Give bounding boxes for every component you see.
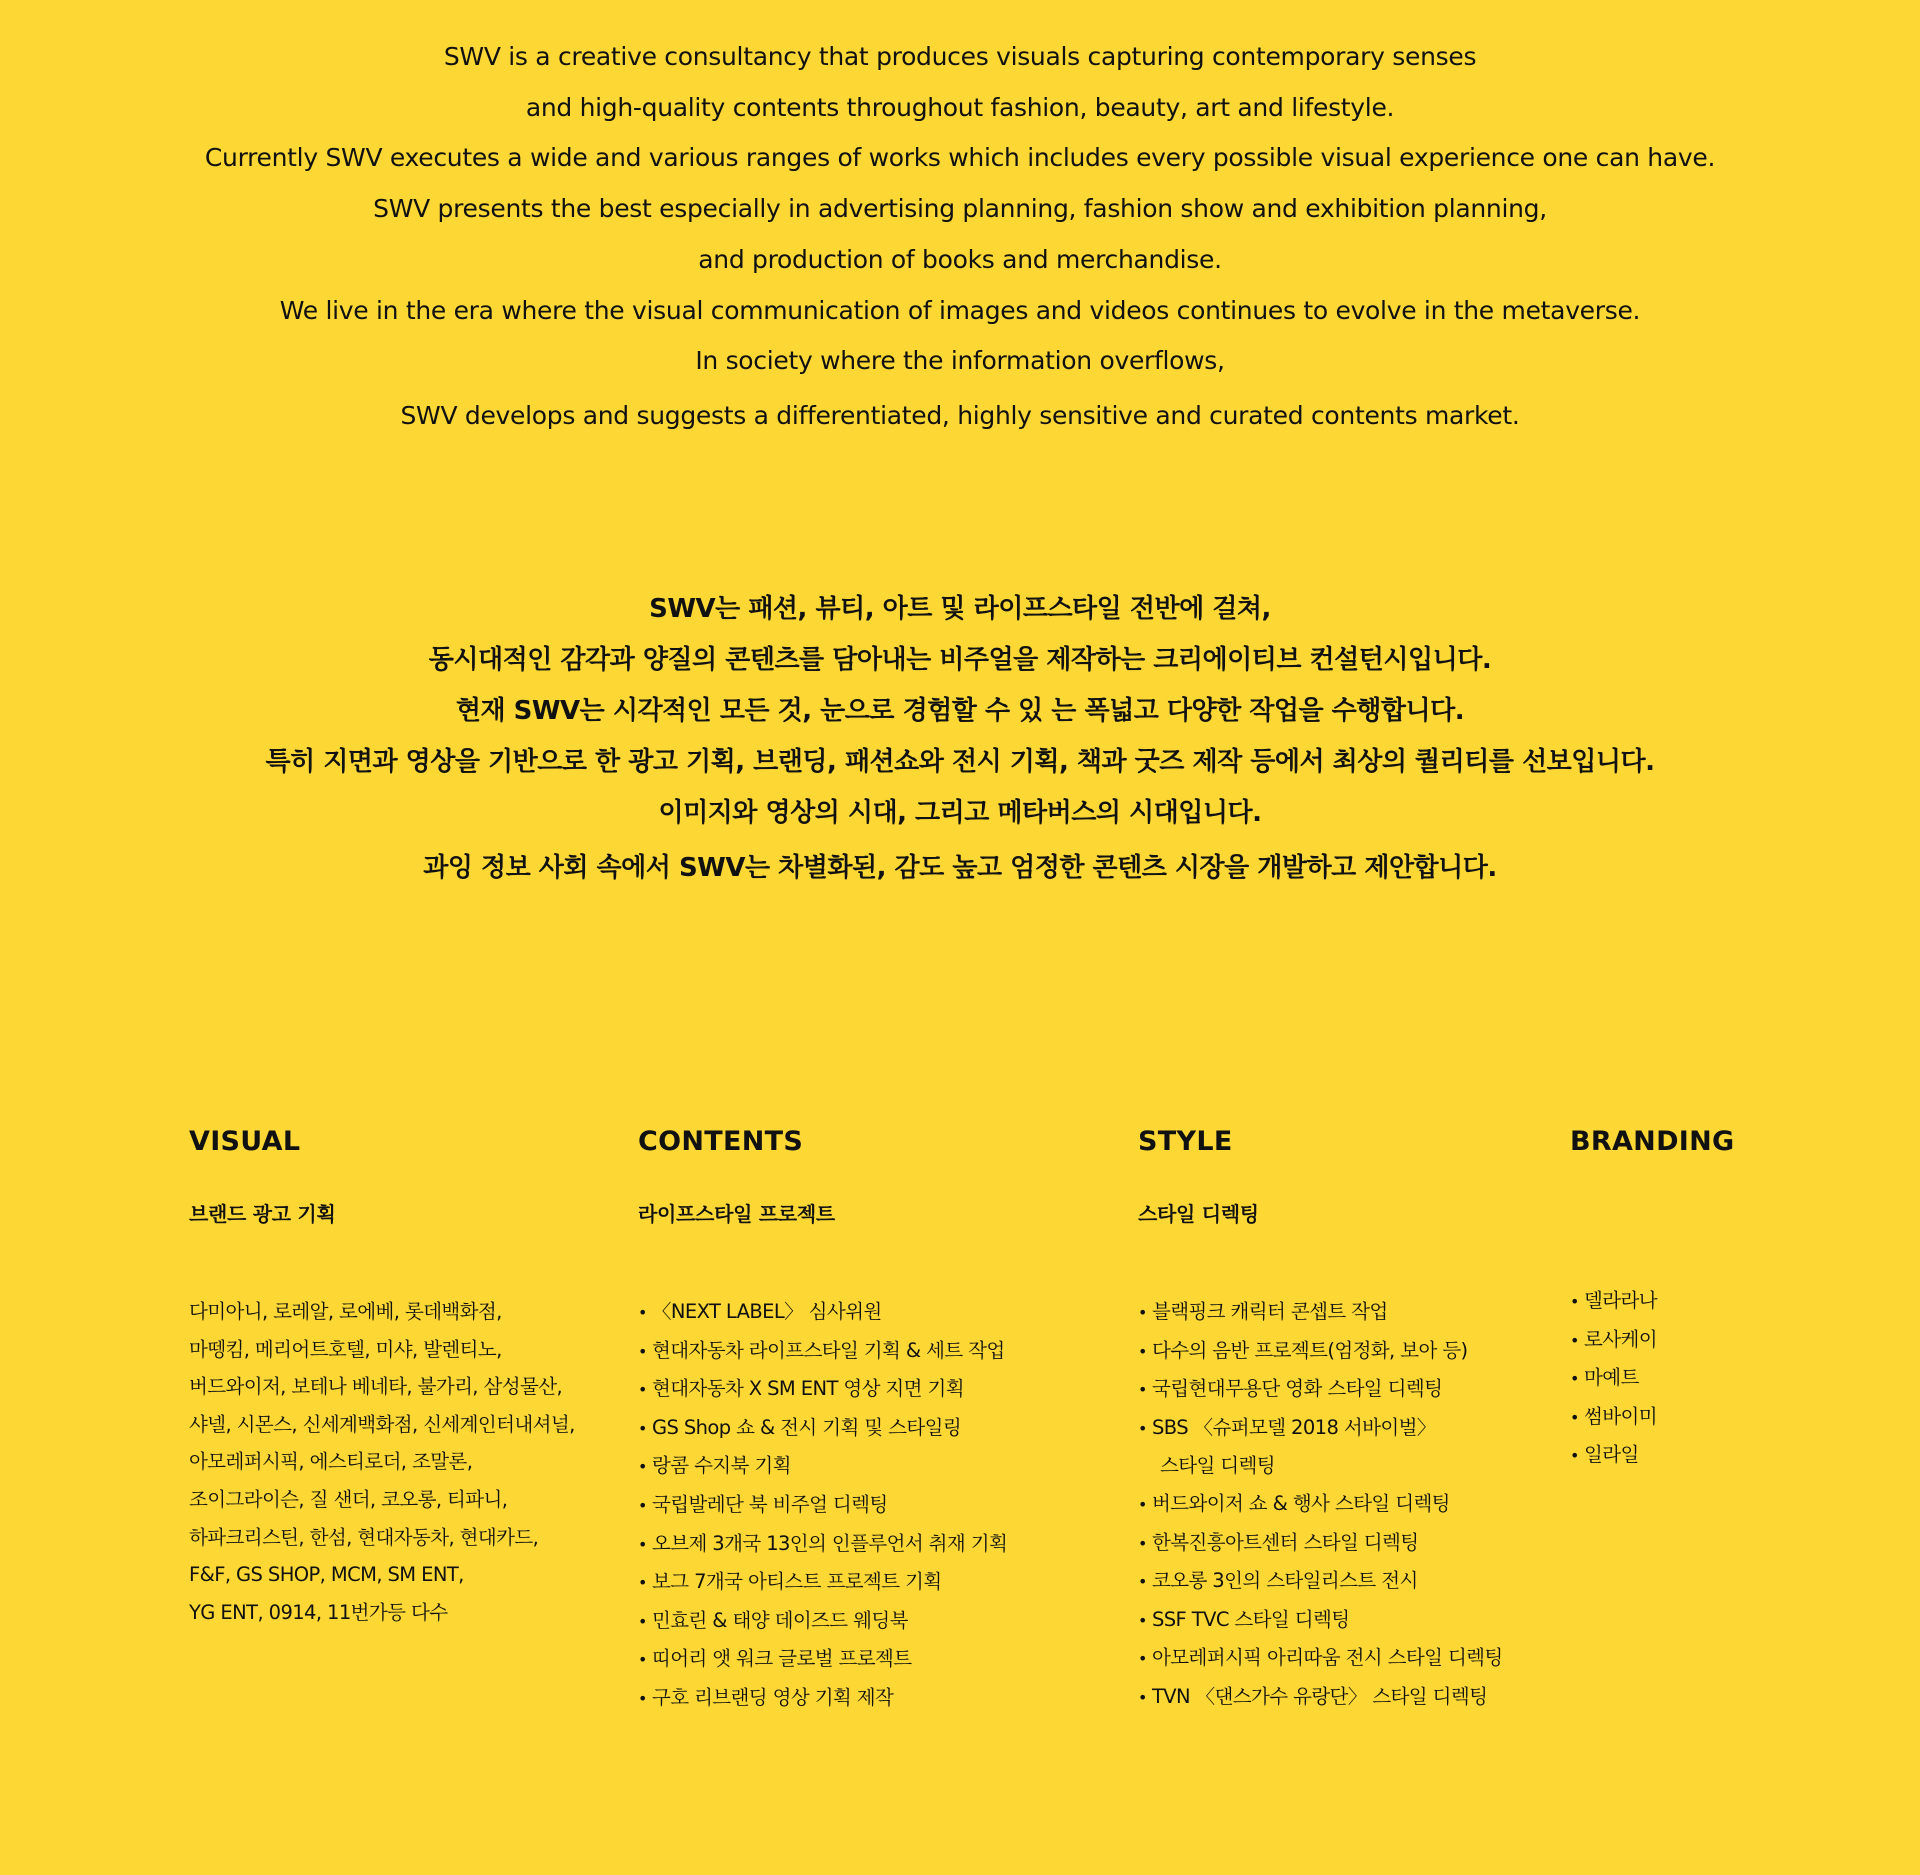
list-item: • 코오롱 3인의 스타일리스트 전시: [1138, 1562, 1503, 1601]
contents-subheading: 라이프스타일 프로젝트: [638, 1202, 835, 1226]
list-item: • 〈NEXT LABEL〉 심사위원: [638, 1293, 1007, 1332]
intro-ko-line: 과잉 정보 사회 속에서 SWV는 차별화된, 감도 높고 엄정한 콘텐츠 시장을 개발하고 제안합니다.: [423, 853, 1497, 883]
list-item: • 구호 리브랜딩 영상 기획 제작: [638, 1679, 1007, 1718]
intro-korean: [0, 584, 1920, 894]
list-item: • 오브제 3개국 13인의 인플루언서 취재 기획: [638, 1525, 1007, 1564]
visual-client-list: [189, 1293, 575, 1631]
list-item: • SSF TVC 스타일 디렉팅: [1138, 1601, 1503, 1640]
visual-heading: VISUAL: [189, 1126, 301, 1157]
list-item: • 띠어리 앳 워크 글로벌 프로젝트: [638, 1640, 1007, 1679]
visual-client-line: 다미아니, 로레알, 로에베, 롯데백화점,: [189, 1300, 502, 1323]
bullet-icon: •: [638, 1611, 647, 1631]
bullet-icon: •: [638, 1688, 647, 1708]
visual-client-line: 아모레퍼시픽, 에스티로더, 조말론,: [189, 1450, 473, 1474]
intro-english: [0, 32, 1920, 442]
bullet-icon: •: [638, 1573, 647, 1593]
list-item: • 아모레퍼시픽 아리따움 전시 스타일 디렉팅: [1138, 1639, 1503, 1678]
bullet-icon: •: [1570, 1407, 1579, 1427]
list-item: • 다수의 음반 프로젝트(엄정화, 보아 등): [1138, 1332, 1503, 1371]
bullet-icon: •: [638, 1534, 647, 1554]
bullet-icon: •: [638, 1341, 647, 1361]
bullet-icon: •: [1570, 1446, 1579, 1466]
bullet-icon: •: [1570, 1292, 1579, 1311]
list-item: • 국립발레단 북 비주얼 디렉팅: [638, 1486, 1007, 1525]
list-item: • 썸바이미: [1570, 1398, 1657, 1437]
list-item-continuation: 스타일 디렉팅: [1160, 1454, 1276, 1478]
list-item: • 국립현대무용단 영화 스타일 디렉팅: [1138, 1370, 1503, 1409]
branding-heading: BRANDING: [1570, 1126, 1735, 1157]
visual-client-line: 하파크리스틴, 한섬, 현대자동차, 현대카드,: [189, 1525, 539, 1549]
style-heading: STYLE: [1138, 1126, 1233, 1157]
list-item: • 랑콤 수지북 기획: [638, 1447, 1007, 1486]
style-subheading: 스타일 디렉팅: [1138, 1202, 1259, 1226]
intro-en-line: SWV presents the best especially in advertising planning, fashion show and exhibition planning,: [373, 194, 1547, 224]
list-item: • 로사케이: [1570, 1321, 1657, 1360]
intro-ko-line: 이미지와 영상의 시대, 그리고 메타버스의 시대입니다.: [658, 798, 1262, 828]
bullet-icon: •: [638, 1418, 647, 1438]
intro-en-line: We live in the era where the visual communication of images and videos continues to evolve in the metaverse.: [279, 295, 1641, 325]
list-item: • 민효린 & 태양 데이즈드 웨딩북: [638, 1602, 1007, 1641]
list-item: • GS Shop 쇼 & 전시 기획 및 스타일링: [638, 1409, 1007, 1448]
bullet-icon: •: [638, 1303, 647, 1322]
bullet-icon: •: [1138, 1303, 1147, 1322]
bullet-icon: •: [1138, 1341, 1147, 1361]
bullet-icon: •: [1138, 1380, 1147, 1400]
intro-ko-line: 동시대적인 감각과 양질의 콘텐츠를 담아내는 비주얼을 제작하는 크리에이티브 컨설턴시입니다.: [428, 645, 1492, 675]
list-item: • 현대자동차 X SM ENT 영상 지면 기획: [638, 1370, 1007, 1409]
visual-client-line: YG ENT, 0914, 11번가등 다수: [189, 1600, 448, 1624]
contents-project-list: [638, 1293, 1007, 1718]
bullet-icon: •: [1138, 1494, 1147, 1514]
intro-en-line: SWV develops and suggests a differentiated, highly sensitive and curated contents market.: [400, 400, 1520, 430]
bullet-icon: •: [1138, 1418, 1147, 1438]
branding-column: [1570, 1125, 1735, 1467]
contents-heading: CONTENTS: [638, 1126, 804, 1157]
bullet-icon: •: [1138, 1533, 1147, 1553]
intro-en-line: In society where the information overflows,: [695, 346, 1225, 376]
list-item: • 현대자동차 라이프스타일 기획 & 세트 작업: [638, 1332, 1007, 1371]
visual-client-line: F&F, GS SHOP, MCM, SM ENT,: [189, 1563, 464, 1587]
intro-ko-line: 특히 지면과 영상을 기반으로 한 광고 기획, 브랜딩, 패션쇼와 전시 기획, 책과 굿즈 제작 등에서 최상의 퀄리티를 선보입니다.: [265, 747, 1655, 777]
list-item: • 보그 7개국 아티스트 프로젝트 기획: [638, 1563, 1007, 1602]
bullet-icon: •: [1138, 1649, 1147, 1669]
list-item: • SBS 〈슈퍼모델 2018 서바이벌〉: [1138, 1409, 1503, 1448]
intro-ko-line: SWV는 패션, 뷰티, 아트 및 라이프스타일 전반에 걸쳐,: [649, 594, 1271, 624]
bullet-icon: •: [638, 1495, 647, 1515]
list-item: • 버드와이저 쇼 & 행사 스타일 디렉팅: [1138, 1485, 1503, 1524]
visual-client-line: 버드와이저, 보테나 베네타, 불가리, 삼성물산,: [189, 1375, 563, 1399]
list-item: • 일라일: [1570, 1436, 1657, 1475]
contents-column: [638, 1125, 1008, 1709]
visual-client-line: 마뗑킴, 메리어트호텔, 미샤, 발렌티노,: [189, 1337, 502, 1361]
list-item: • 블랙핑크 캐릭터 콘셉트 작업: [1138, 1293, 1503, 1332]
bullet-icon: •: [1138, 1610, 1147, 1630]
list-item: • TVN 〈댄스가수 유랑단〉 스타일 디렉팅: [1138, 1678, 1503, 1717]
branding-brand-list: [1570, 1282, 1657, 1475]
bullet-icon: •: [638, 1457, 647, 1477]
style-column: [1138, 1125, 1503, 1708]
bullet-icon: •: [1570, 1369, 1579, 1389]
intro-en-line: SWV is a creative consultancy that produces visuals capturing contemporary senses: [443, 42, 1477, 71]
bullet-icon: •: [638, 1380, 647, 1400]
bullet-icon: •: [1570, 1330, 1579, 1350]
visual-client-line: 조이그라이슨, 질 샌더, 코오롱, 티파니,: [189, 1487, 508, 1511]
intro-ko-line: 현재 SWV는 시각적인 모든 것, 눈으로 경험할 수 있 는 폭넓고 다양한 작업을 수행합니다.: [455, 696, 1465, 726]
list-item: • 마예트: [1570, 1359, 1657, 1398]
visual-column: [189, 1125, 575, 1624]
bullet-icon: •: [1138, 1572, 1147, 1592]
style-project-list: [1138, 1293, 1503, 1717]
bullet-icon: •: [638, 1650, 647, 1670]
intro-en-line: Currently SWV executes a wide and various ranges of works which includes every possible visual experience one can have.: [204, 143, 1716, 173]
visual-client-line: 샤넬, 시몬스, 신세계백화점, 신세계인터내셔널,: [189, 1412, 575, 1436]
visual-subheading: 브랜드 광고 기획: [189, 1202, 336, 1226]
bullet-icon: •: [1138, 1687, 1147, 1707]
list-item: • 델라라나: [1570, 1282, 1657, 1321]
list-item: • 한복진흥아트센터 스타일 디렉팅: [1138, 1524, 1503, 1563]
intro-en-line: and production of books and merchandise.: [698, 244, 1222, 274]
intro-en-line: and high-quality contents throughout fashion, beauty, art and lifestyle.: [525, 92, 1395, 122]
